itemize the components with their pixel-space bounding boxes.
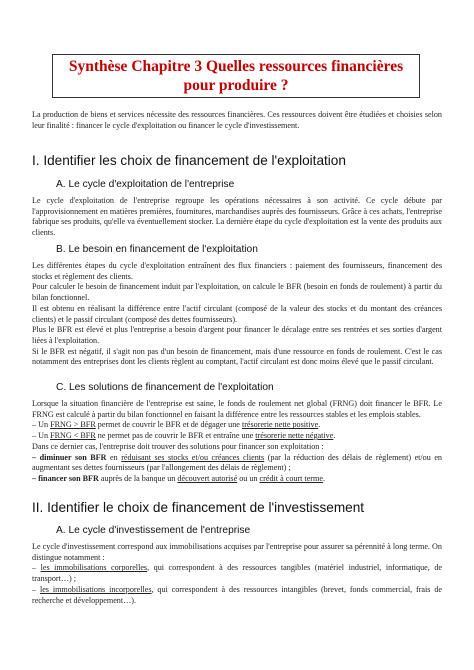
section-1c-heading: C. Les solutions de financement de l'exploitation (56, 382, 274, 393)
section-2a-p1: Le cycle d'investissement correspond aux immobilisations acquises par l'entreprise pour assurer sa pérennité à long terme. On distingue notamment : (32, 542, 442, 562)
section-1b-p1: Les différentes étapes du cycle d'exploitation entraînent des flux financiers : paiement des fournisseurs, financement des stocks et règlement des clients. (32, 261, 442, 281)
title-line-1: Synthèse Chapitre 3 Quelles ressources financières (68, 58, 404, 75)
corporelles-line: – les immobilisations corporelles, qui correspondent à des ressources tangibles (matériel industriel, informatique, de transport…) ; (32, 563, 442, 584)
section-1a-heading: A. Le cycle d'exploitation de l'entreprise (56, 179, 235, 190)
section-1b-p4: Plus le BFR est élevé et plus l'entreprise a besoin d'argent pour financer le décalage entre ses rentrées et ses sorties d'argent liées à l'exploitation. (32, 325, 442, 345)
section-2a-paragraphs (32, 542, 442, 606)
frng-greater-line: – Un FRNG > BFR permet de couvrir le BFR et de dégager une trésorerie nette positive. (32, 420, 321, 430)
title-line-2: pour produire ? (183, 77, 289, 94)
incorporelles-line: – les immobilisations incorporelles, qui correspondent à des ressources intangibles (brevet, fonds commercial, frais de recherche et développement…). (32, 584, 442, 605)
section-1c-p2: Dans ce dernier cas, l'entreprise doit trouver des solutions pour financer son exploitation : (32, 441, 324, 451)
title-box (52, 54, 420, 98)
section-1b-p2: Pour calculer le besoin de financement induit par l'exploitation, on calcule le BFR (besoin en fonds de roulement) à partir du bilan fonctionnel. (32, 282, 442, 303)
section-2-heading: II. Identifier le choix de financement de l'investissement (32, 500, 365, 515)
section-1c-p1: Lorsque la situation financière de l'entreprise est saine, le fonds de roulement net global (FRNG) doit financer le BFR. Le FRNG est calculé à partir du bilan fonctionnel en faisant la différence entre les ressources stables et les emplois stables. (32, 399, 442, 419)
intro-paragraph: La production de biens et services nécessite des ressources financières. Ces ressources doivent être étudiées et choisies selon leur finalité : financer le cycle d'exploitation ou financer le cycle d'investissement. (32, 110, 442, 130)
section-1b-paragraphs (32, 261, 442, 368)
section-1-heading: I. Identifier les choix de financement de l'exploitation (32, 153, 346, 168)
section-1b-p3: Il est obtenu en réalisant la différence entre l'actif circulant (composé de la valeur des stocks et du montant des créances clients) et le passif circulant (composé des dettes fournisseurs). (32, 303, 442, 324)
frng-less-line: – Un FRNG < BFR ne permet pas de couvrir le BFR et entraîne une trésorerie nette négative. (32, 431, 336, 441)
section-1a-paragraph: Le cycle d'exploitation de l'entreprise regroupe les opérations nécessaires à son activité. Ce cycle débute par l'approvisionnement en matières premières, fournitures, marchandises auprès des fournisseurs. Grâce à ces achats, l'entreprise fabrique ses produits, qu'elle va éventuellement stocker. La dernière étape du cycle d'exploitation est la vente des produits aux clients. (32, 196, 442, 238)
section-1c-paragraphs (32, 399, 442, 485)
section-2a-heading: A. Le cycle d'investissement de l'entreprise (56, 525, 251, 536)
section-1b-p5: Si le BFR est négatif, il s'agit non pas d'un besoin de financement, mais d'une ressource en fonds de roulement. C'est le cas notamment des entreprises dont les clients règlent au comptant, l'actif circulant est donc moins élevé que le passif circulant. (32, 346, 442, 367)
section-1b-heading: B. Le besoin en financement de l'exploitation (56, 244, 258, 255)
financer-bfr-line: – financer son BFR auprès de la banque un découvert autorisé ou un crédit à court terme. (32, 473, 325, 483)
diminuer-bfr-line: – diminuer son BFR en réduisant ses stocks et/ou créances clients (par la réduction des délais de règlement) et/ou en augmentant ses dettes fournisseurs (par l'allongement des délais de règlement) ; (32, 452, 442, 473)
